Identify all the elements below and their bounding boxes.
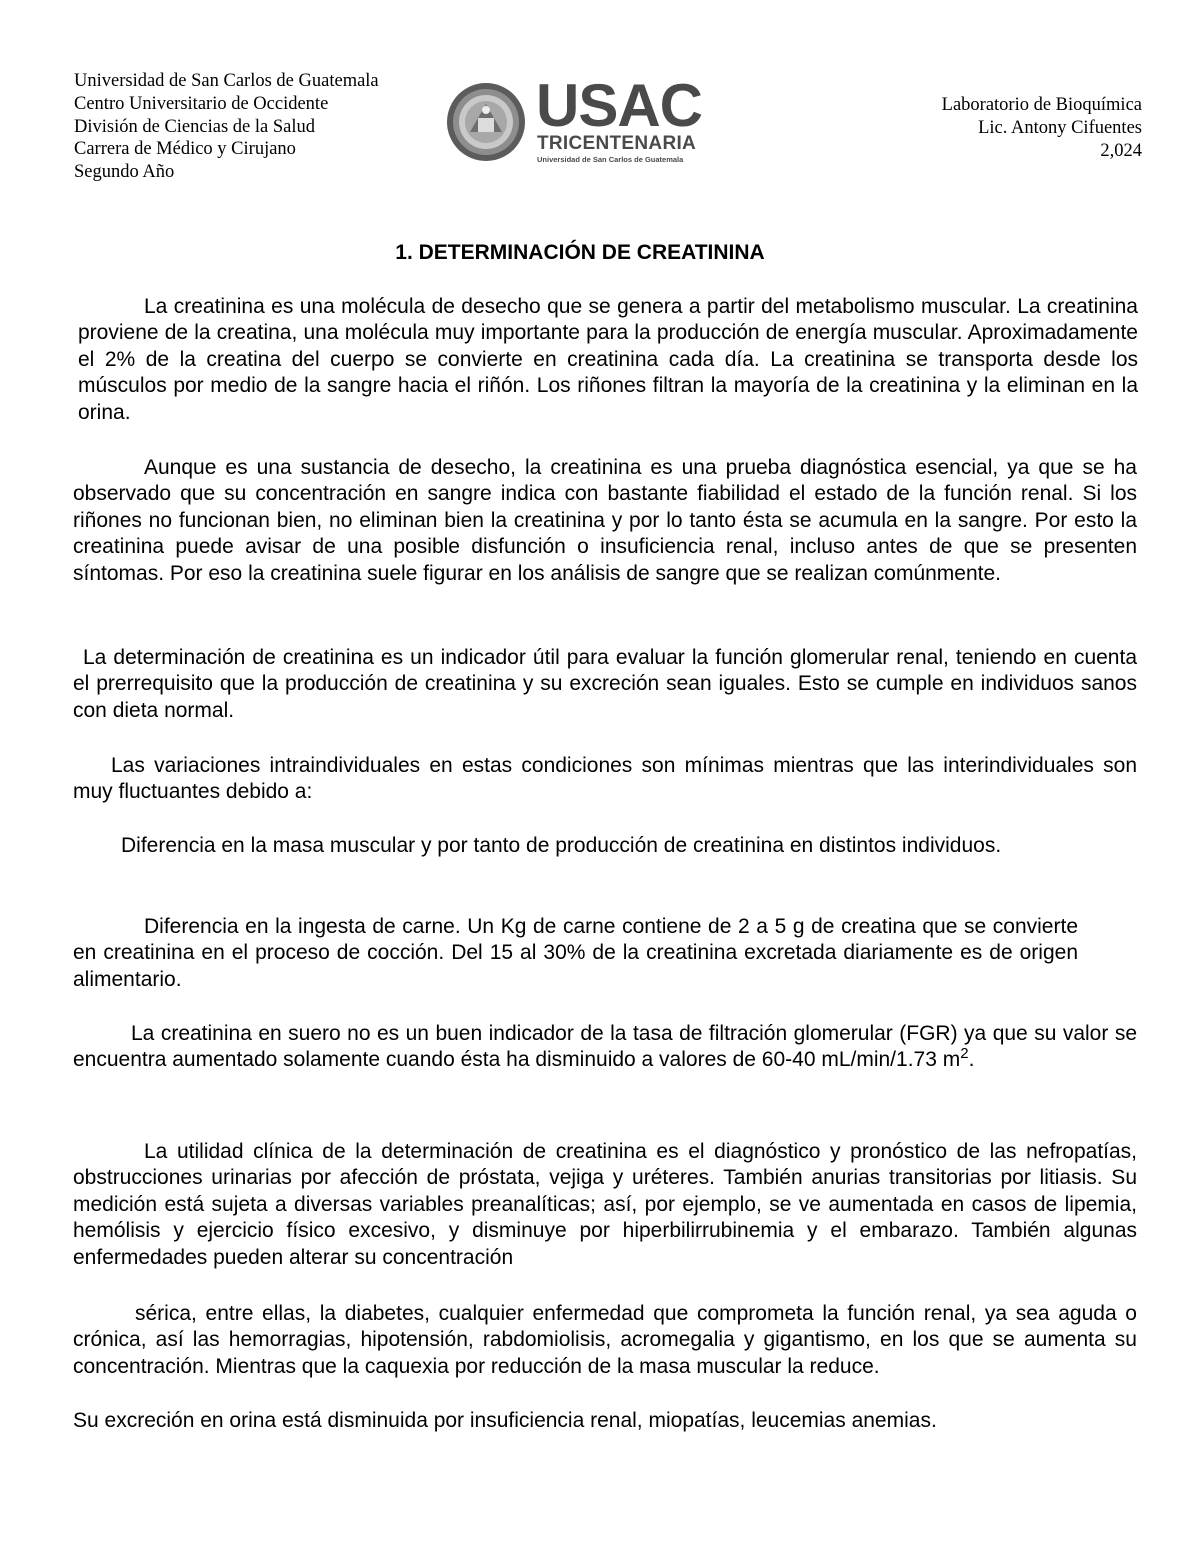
paragraph-4: Las variaciones intraindividuales en estas condiciones son mínimas mientras que las interindividuales son muy fluctuantes debido a:	[73, 754, 1137, 804]
paragraph-5: Diferencia en la masa muscular y por tanto de producción de creatinina en distintos individuos.	[121, 834, 1002, 857]
career-name: Carrera de Médico y Cirujano	[74, 139, 296, 160]
instructor-name: Lic. Antony Cifuentes	[978, 117, 1142, 138]
logo-tagline: TRICENTENARIA	[537, 133, 697, 154]
paragraph-7	[73, 1021, 1137, 1074]
institution-header	[74, 70, 379, 184]
year-label: 2,024	[1100, 140, 1142, 161]
paragraph-8: La utilidad clínica de la determinación de creatinina es el diagnóstico y pronóstico de las nefropatías, obstrucciones urinarias por afección de próstata, vejiga y uréteres. También anurias transitorias por litiasis. Su medición está sujeta a diversas variables preanalíticas; así, por ejemplo, se ve aumentada en casos de lipemia, hemólisis y ejercicio físico excesivo, y disminuye por hiperbilirrubinemia y el embarazo. También algunas enfermedades pueden alterar su concentración	[73, 1140, 1137, 1269]
paragraph-6: Diferencia en la ingesta de carne. Un Kg de carne contiene de 2 a 5 g de creatina que se convierte en creatinina en el proceso de cocción. Del 15 al 30% de la creatinina excretada diariamente es de origen alimentario.	[73, 915, 1078, 991]
paragraph-3: La determinación de creatinina es un indicador útil para evaluar la función glomerular renal, teniendo en cuenta el prerrequisito que la producción de creatinina y su excreción sean iguales. Esto se cumple en individuos sanos con dieta normal.	[73, 646, 1137, 722]
logo-wordmark: USAC	[536, 72, 703, 139]
division-name: División de Ciencias de la Salud	[74, 116, 315, 137]
superscript-2: 2	[960, 1045, 969, 1063]
paragraph-9: sérica, entre ellas, la diabetes, cualquier enfermedad que comprometa la función renal, ya sea aguda o crónica, así las hemorragias, hipotensión, rabdomiolisis, acromegalia y gigantismo, en los que se aumenta su concentración. Mientras que la caquexia por reducción de la masa muscular la reduce.	[73, 1302, 1137, 1378]
paragraph-7-period: .	[968, 1048, 975, 1072]
logo-subtitle: Universidad de San Carlos de Guatemala	[537, 155, 684, 164]
center-name: Centro Universitario de Occidente	[74, 93, 329, 114]
paragraph-10: Su excreción en orina está disminuida por insuficiencia renal, miopatías, leucemias anemias.	[73, 1409, 937, 1432]
paragraph-1: La creatinina es una molécula de desecho que se genera a partir del metabolismo muscular. La creatinina proviene de la creatina, una molécula muy importante para la producción de energía muscular. Aproximadamente el 2% de la creatina del cuerpo se convierte en creatinina cada día. La creatinina se transporta desde los músculos por medio de la sangre hacia el riñón. Los riñones filtran la mayoría de la creatinina y la eliminan en la orina.	[78, 295, 1138, 424]
document-title: 1. DETERMINACIÓN DE CREATININA	[395, 241, 765, 264]
paragraph-7-text: La creatinina en suero no es un buen indicador de la tasa de filtración glomerular (FGR) ya que su valor se encuentra aumentado solamente cuando ésta ha disminuido a valores de 60-40 mL/min/1.73 m	[73, 1022, 1137, 1072]
lab-header	[942, 94, 1142, 162]
university-name: Universidad de San Carlos de Guatemala	[74, 71, 379, 91]
paragraph-2: Aunque es una sustancia de desecho, la creatinina es una prueba diagnóstica esencial, ya que se ha observado que su concentración en sangre indica con bastante fiabilidad el estado de la función renal. Si los riñones no funcionan bien, no eliminan bien la creatinina y por lo tanto ésta se acumula en la sangre. Por esto la creatinina puede avisar de una posible disfunción o insuficiencia renal, incluso antes de que se presenten síntomas. Por eso la creatinina suele figurar en los análisis de sangre que se realizan comúnmente.	[73, 456, 1137, 585]
year-name: Segundo Año	[74, 162, 175, 183]
usac-logo	[446, 72, 706, 166]
lab-name: Laboratorio de Bioquímica	[941, 95, 1142, 115]
